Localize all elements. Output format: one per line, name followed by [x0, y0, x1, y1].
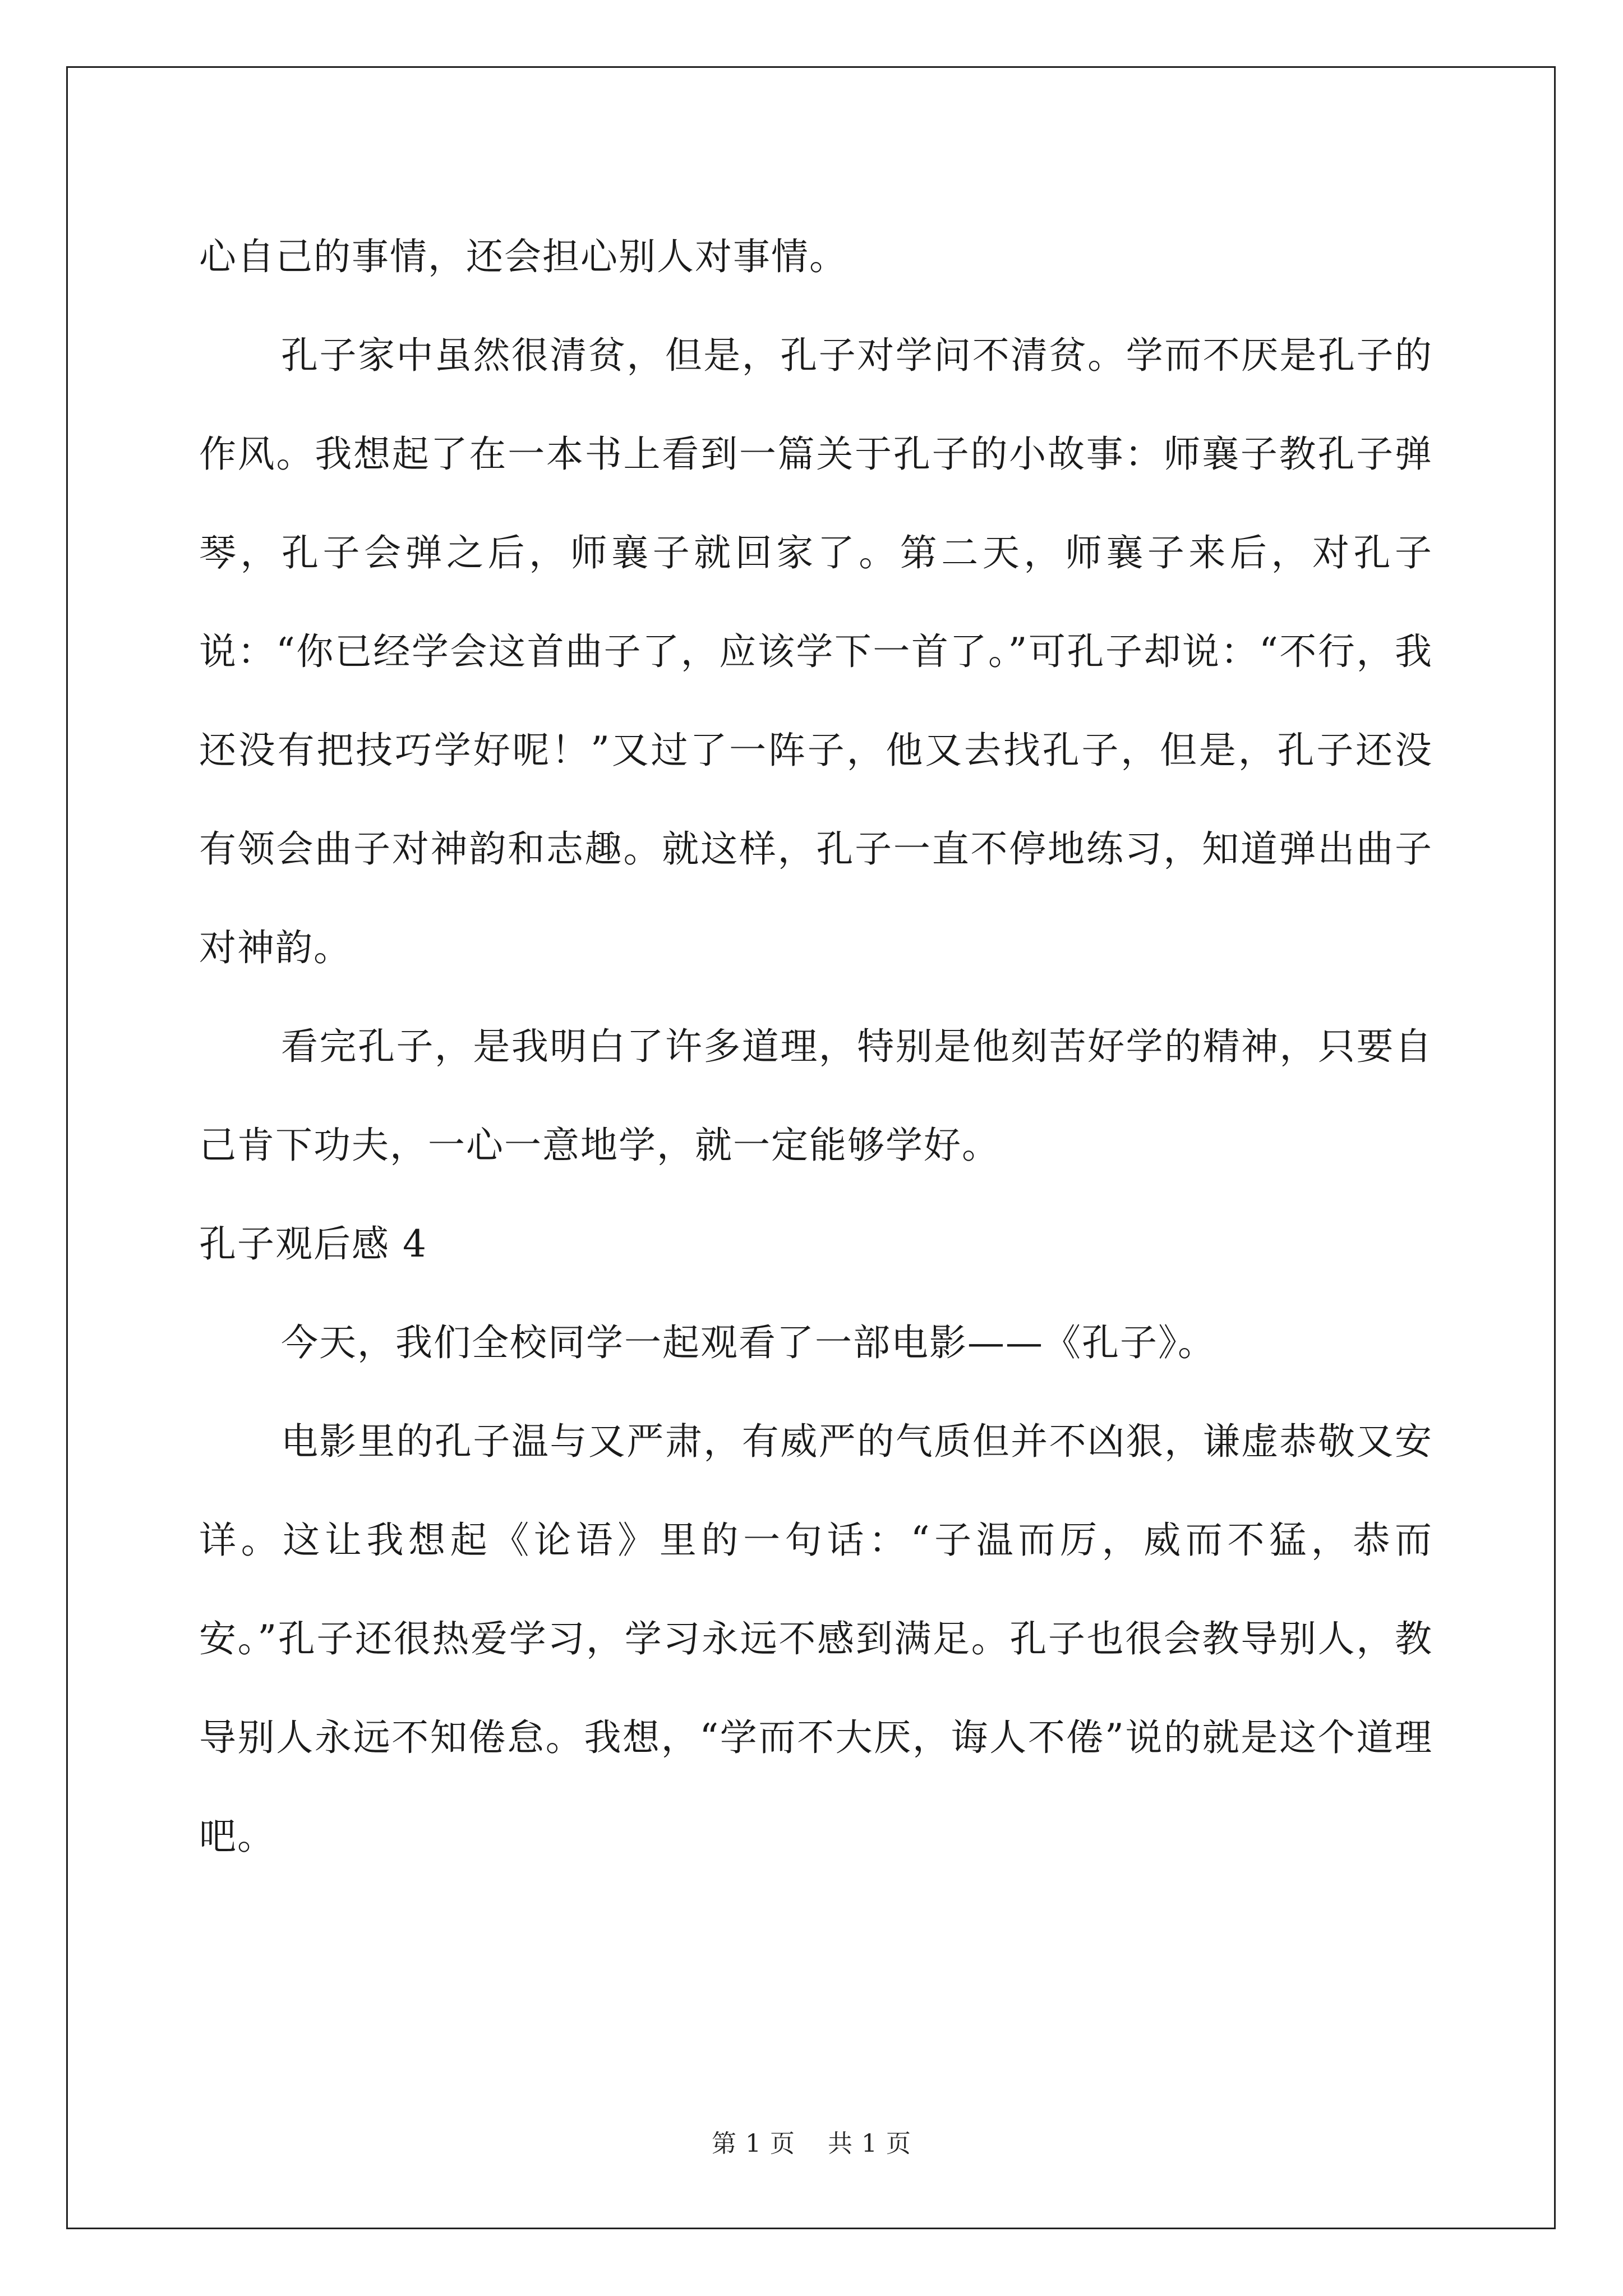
paragraph-description: 电影里的孔子温与又严肃，有威严的气质但并不凶狠，谦虚恭敬又安详。这让我想起《论语》里的一句话：“子温而厉，威而不猛，恭而安。”孔子还很热爱学习，学习永远不感到满足。孔子也很会教导别人，教导别人永远不知倦怠。我想，“学而不大厌，诲人不倦”说的就是这个道理吧。: [199, 1420, 1433, 1858]
page-total: 共 1 页: [828, 2129, 911, 2158]
paragraph-intro: 今天，我们全校同学一起观看了一部电影——《孔子》。: [281, 1321, 1216, 1364]
paragraph-reflection: 看完孔子，是我明白了许多道理，特别是他刻苦好学的精神，只要自己肯下功夫，一心一意地学，就一定能够学好。: [199, 1025, 1433, 1167]
page-number: 第 1 页: [712, 2129, 795, 2158]
paragraph-story: 孔子家中虽然很清贫，但是，孔子对学问不清贫。学而不厌是孔子的作风。我想起了在一本书上看到一篇关于孔子的小故事：师襄子教孔子弹琴，孔子会弹之后，师襄子就回家了。第二天，师襄子来后，对孔子说：“你已经学会这首曲子了，应该学下一首了。”可孔子却说：“不行，我还没有把技巧学好呢！”又过了一阵子，他又去找孔子，但是，孔子还没有领会曲子对神韵和志趣。就这样，孔子一直不停地练习，知道弹出曲子对神韵。: [199, 334, 1433, 969]
page-footer: [0, 2123, 1623, 2159]
document-body: [199, 208, 1433, 1886]
section-heading: 孔子观后感 4: [199, 1222, 427, 1266]
paragraph-continuation: 心自己的事情，还会担心别人对事情。: [199, 235, 847, 278]
